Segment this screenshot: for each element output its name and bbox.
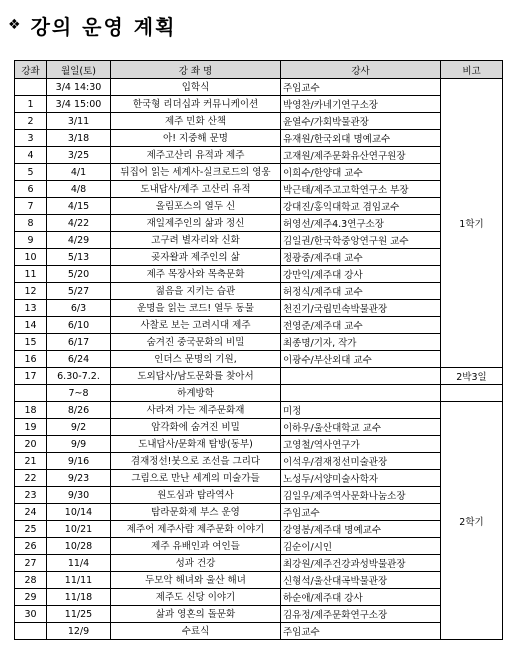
- cell-date: 9/16: [47, 453, 111, 470]
- cell-lecturer: 천진기/국립민속박물관장: [281, 300, 441, 317]
- cell-lecturer: 유재원/한국외대 명예교수: [281, 130, 441, 147]
- page-title: 강의 운영 계획: [30, 14, 177, 39]
- cell-no: 22: [15, 470, 47, 487]
- cell-date: 11/25: [47, 606, 111, 623]
- cell-no: 7: [15, 198, 47, 215]
- header-no: 강좌: [15, 61, 47, 79]
- cell-title: 제주 민화 산책: [111, 113, 281, 130]
- cell-title: 도내답사/제주 고산리 유적: [111, 181, 281, 198]
- cell-lecturer: [281, 385, 441, 402]
- cell-date: 9/2: [47, 419, 111, 436]
- cell-title: 제주도 신당 이야기: [111, 589, 281, 606]
- cell-title: 성과 건강: [111, 555, 281, 572]
- cell-no: 21: [15, 453, 47, 470]
- cell-date: 5/27: [47, 283, 111, 300]
- cell-title: 인더스 문명의 기원,: [111, 351, 281, 368]
- table-row: [15, 79, 503, 96]
- header-title: 강 좌 명: [111, 61, 281, 79]
- cell-no: 20: [15, 436, 47, 453]
- cell-lecturer: 박근태/제주고고학연구소 부장: [281, 181, 441, 198]
- cell-title: 도외답사/남도문화를 찾아서: [111, 368, 281, 385]
- cell-title: 탐라문화제 부스 운영: [111, 504, 281, 521]
- header-lecturer: 강사: [281, 61, 441, 79]
- cell-date: 3/4 15:00: [47, 96, 111, 113]
- table-row: [15, 487, 503, 504]
- cell-title: 뒤집어 읽는 세계사-실크로드의 영웅: [111, 164, 281, 181]
- cell-title: 한국형 리더십과 커뮤니케이션: [111, 96, 281, 113]
- cell-title: 제주고산리 유적과 제주: [111, 147, 281, 164]
- table-row: [15, 521, 503, 538]
- cell-title: 곶자왈과 제주인의 삶: [111, 249, 281, 266]
- cell-no: 15: [15, 334, 47, 351]
- header-note: 비고: [441, 61, 503, 79]
- cell-lecturer: 이희수/한양대 교수: [281, 164, 441, 181]
- cell-no: 9: [15, 232, 47, 249]
- cell-title: 올림포스의 열두 신: [111, 198, 281, 215]
- cell-lecturer: 주임교수: [281, 79, 441, 96]
- cell-no: 23: [15, 487, 47, 504]
- cell-note: 2박3일: [441, 368, 503, 385]
- cell-date: 3/4 14:30: [47, 79, 111, 96]
- table-row: [15, 572, 503, 589]
- cell-title: 겸재정선!붓으로 조선을 그리다: [111, 453, 281, 470]
- cell-title: 암각화에 숨겨진 비밀: [111, 419, 281, 436]
- cell-no: 2: [15, 113, 47, 130]
- cell-title: 제주 유배인과 여인들: [111, 538, 281, 555]
- cell-date: 10/14: [47, 504, 111, 521]
- cell-title: 도내답사/문화재 탐방(동부): [111, 436, 281, 453]
- cell-no: 8: [15, 215, 47, 232]
- cell-title: 사라져 가는 제주문화재: [111, 402, 281, 419]
- cell-date: 10/21: [47, 521, 111, 538]
- cell-title: 숨겨진 중국문화의 비밀: [111, 334, 281, 351]
- table-row: [15, 538, 503, 555]
- cell-lecturer: 이하우/울산대학교 교수: [281, 419, 441, 436]
- cell-lecturer: 김순이/시인: [281, 538, 441, 555]
- table-row: [15, 198, 503, 215]
- cell-no: 18: [15, 402, 47, 419]
- cell-lecturer: 최종명/기자, 작가: [281, 334, 441, 351]
- table-row: [15, 623, 503, 640]
- cell-date: 9/9: [47, 436, 111, 453]
- cell-lecturer: 고재원/제주문화유산연구원장: [281, 147, 441, 164]
- lecture-schedule-table: [14, 60, 503, 640]
- table-row: [15, 215, 503, 232]
- semester-note-second: 2학기: [441, 402, 503, 640]
- cell-title: 원도심과 탐라역사: [111, 487, 281, 504]
- cell-date: 5/13: [47, 249, 111, 266]
- cell-lecturer: 강만익/제주대 강사: [281, 266, 441, 283]
- cell-no: 14: [15, 317, 47, 334]
- cell-no: 26: [15, 538, 47, 555]
- cell-lecturer: 미정: [281, 402, 441, 419]
- cell-lecturer: 주임교수: [281, 623, 441, 640]
- cell-date: 6/10: [47, 317, 111, 334]
- cell-title: 제주 목장사와 목축문화: [111, 266, 281, 283]
- cell-date: 4/1: [47, 164, 111, 181]
- cell-date: 5/20: [47, 266, 111, 283]
- table-body: [15, 79, 503, 640]
- cell-lecturer: 신형석/울산대곡박물관장: [281, 572, 441, 589]
- table-row: [15, 470, 503, 487]
- table-row: [15, 589, 503, 606]
- cell-no: 27: [15, 555, 47, 572]
- cell-note: [441, 385, 503, 402]
- cell-no: [15, 79, 47, 96]
- header-date: 월일(토): [47, 61, 111, 79]
- cell-no: 13: [15, 300, 47, 317]
- cell-date: 6.30-7.2.: [47, 368, 111, 385]
- section-heading: [8, 10, 176, 40]
- cell-lecturer: 이석우/겸재정선미술관장: [281, 453, 441, 470]
- cell-no: 16: [15, 351, 47, 368]
- semester-note-first: 1학기: [441, 79, 503, 368]
- cell-lecturer: 고영철/역사연구가: [281, 436, 441, 453]
- table-row: [15, 504, 503, 521]
- cell-date: 10/28: [47, 538, 111, 555]
- table-row: [15, 334, 503, 351]
- cell-no: 11: [15, 266, 47, 283]
- cell-no: 19: [15, 419, 47, 436]
- cell-no: 25: [15, 521, 47, 538]
- cell-date: 3/11: [47, 113, 111, 130]
- cell-title: 운명을 읽는 코드! 열두 동물: [111, 300, 281, 317]
- table-row: [15, 113, 503, 130]
- cell-title: 수료식: [111, 623, 281, 640]
- cell-lecturer: 정광중/제주대 교수: [281, 249, 441, 266]
- cell-no: 17: [15, 368, 47, 385]
- cell-lecturer: 전영준/제주대 교수: [281, 317, 441, 334]
- cell-lecturer: 강대진/홍익대학교 겸임교수: [281, 198, 441, 215]
- cell-date: 8/26: [47, 402, 111, 419]
- table-row: [15, 283, 503, 300]
- cell-date: 7~8: [47, 385, 111, 402]
- cell-date: 6/24: [47, 351, 111, 368]
- cell-title: 고구려 별자리와 신화: [111, 232, 281, 249]
- cell-no: 10: [15, 249, 47, 266]
- cell-date: 6/3: [47, 300, 111, 317]
- cell-date: 4/15: [47, 198, 111, 215]
- cell-date: 9/30: [47, 487, 111, 504]
- cell-no: 4: [15, 147, 47, 164]
- cell-date: 9/23: [47, 470, 111, 487]
- cell-date: 11/11: [47, 572, 111, 589]
- cell-no: 12: [15, 283, 47, 300]
- cell-title: 입학식: [111, 79, 281, 96]
- cell-lecturer: 김일우/제주역사문화나눔소장: [281, 487, 441, 504]
- cell-no: [15, 385, 47, 402]
- cell-no: 5: [15, 164, 47, 181]
- cell-lecturer: 김유정/제주문화연구소장: [281, 606, 441, 623]
- cell-lecturer: 주임교수: [281, 504, 441, 521]
- cell-lecturer: [281, 368, 441, 385]
- cell-title: 두모악 해녀와 울산 해녀: [111, 572, 281, 589]
- cell-lecturer: 하순애/제주대 강사: [281, 589, 441, 606]
- table-row: [15, 317, 503, 334]
- cell-no: 29: [15, 589, 47, 606]
- cell-title: 삶과 영혼의 돌문화: [111, 606, 281, 623]
- cell-date: 4/22: [47, 215, 111, 232]
- table-row: [15, 453, 503, 470]
- cell-lecturer: 김일권/한국학중앙연구원 교수: [281, 232, 441, 249]
- cell-lecturer: 윤열수/가회박물관장: [281, 113, 441, 130]
- table-row: [15, 130, 503, 147]
- cell-date: 3/18: [47, 130, 111, 147]
- cell-lecturer: 노성두/서양미술사학자: [281, 470, 441, 487]
- cell-no: [15, 623, 47, 640]
- cell-no: 28: [15, 572, 47, 589]
- cell-title: 사찰로 보는 고려시대 제주: [111, 317, 281, 334]
- cell-lecturer: 최강원/제주건강과성박물관장: [281, 555, 441, 572]
- table-row: [15, 368, 503, 385]
- cell-title: 재일제주인의 삶과 정신: [111, 215, 281, 232]
- table-row: [15, 266, 503, 283]
- cell-title: 제주어 제주사람 제주문화 이야기: [111, 521, 281, 538]
- table-row: [15, 351, 503, 368]
- cell-no: 24: [15, 504, 47, 521]
- cell-no: 3: [15, 130, 47, 147]
- table-row: [15, 555, 503, 572]
- table-row: [15, 164, 503, 181]
- cell-lecturer: 이광수/부산외대 교수: [281, 351, 441, 368]
- cell-lecturer: 박영찬/카네기연구소장: [281, 96, 441, 113]
- cell-date: 4/8: [47, 181, 111, 198]
- table-row: [15, 249, 503, 266]
- cell-lecturer: 강영봉/제주대 명예교수: [281, 521, 441, 538]
- cell-date: 3/25: [47, 147, 111, 164]
- cell-date: 12/9: [47, 623, 111, 640]
- cell-title: 하계방학: [111, 385, 281, 402]
- diamond-bullet-icon: ❖: [8, 17, 21, 33]
- table-row: [15, 436, 503, 453]
- cell-title: 아! 지중해 문명: [111, 130, 281, 147]
- cell-title: 그림으로 만난 세계의 미술가들: [111, 470, 281, 487]
- cell-date: 6/17: [47, 334, 111, 351]
- table-header-row: [15, 61, 503, 79]
- table-row: [15, 402, 503, 419]
- cell-no: 6: [15, 181, 47, 198]
- table-row: [15, 147, 503, 164]
- table-row: [15, 385, 503, 402]
- cell-date: 4/29: [47, 232, 111, 249]
- table-row: [15, 96, 503, 113]
- cell-no: 1: [15, 96, 47, 113]
- table-row: [15, 232, 503, 249]
- table-row: [15, 181, 503, 198]
- table-row: [15, 300, 503, 317]
- cell-no: 30: [15, 606, 47, 623]
- cell-lecturer: 허영선/제주4.3연구소장: [281, 215, 441, 232]
- table-row: [15, 419, 503, 436]
- table-row: [15, 606, 503, 623]
- cell-date: 11/4: [47, 555, 111, 572]
- cell-date: 11/18: [47, 589, 111, 606]
- cell-lecturer: 허정식/제주대 교수: [281, 283, 441, 300]
- cell-title: 젊음을 지키는 습관: [111, 283, 281, 300]
